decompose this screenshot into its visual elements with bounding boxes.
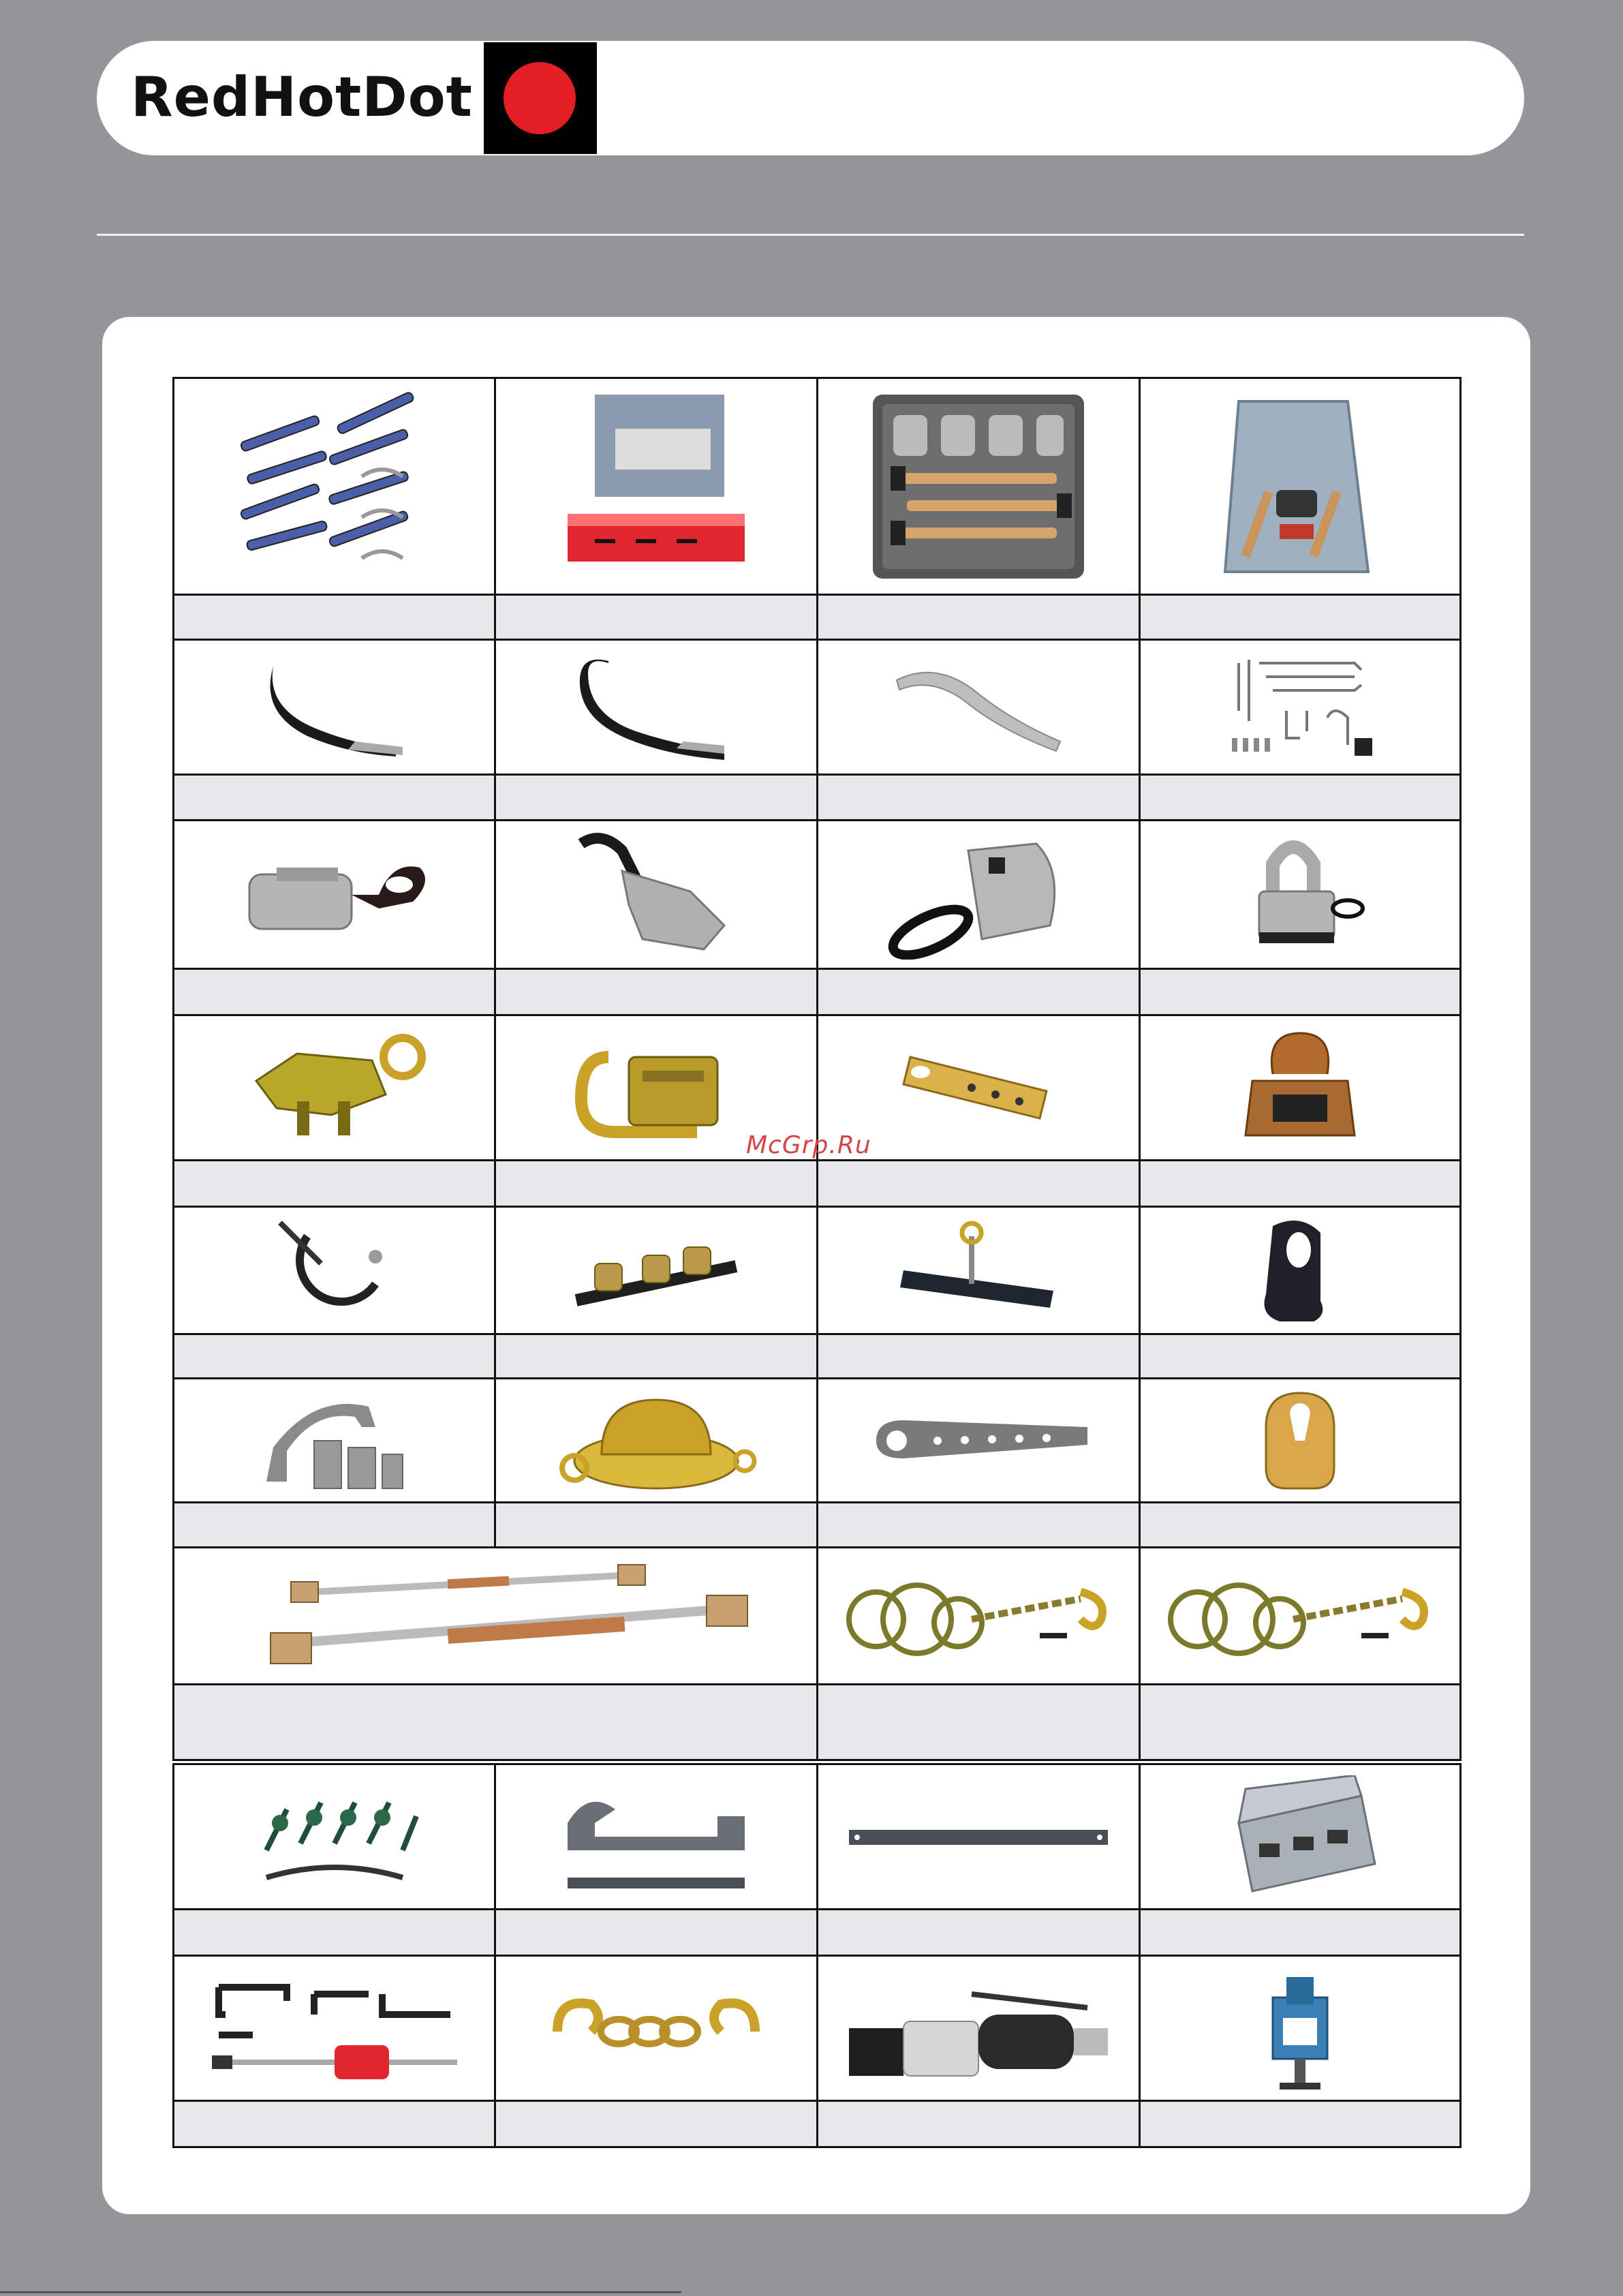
flat-bar-icon (842, 1816, 1115, 1857)
pull-bar-eye-icon (890, 1216, 1067, 1325)
product-caption (1139, 1159, 1462, 1208)
product-caption (1139, 594, 1462, 641)
hammer-dolly-kit-icon (1211, 388, 1389, 585)
product-caption (172, 968, 496, 1016)
product-caption (494, 968, 818, 1016)
product-caption (816, 1333, 1141, 1379)
product-caption (172, 1683, 818, 1761)
sheet-clamp-icon (880, 830, 1077, 960)
product-caption (494, 1333, 818, 1379)
product-caption (816, 968, 1141, 1016)
product-caption (1139, 1908, 1462, 1957)
product-image-self-tightening-clamp (1139, 1014, 1462, 1161)
product-image-keyhole-plate (1139, 1377, 1462, 1503)
product-caption (172, 1501, 496, 1548)
product-image-box-clamp (172, 1014, 496, 1161)
pull-hook-set-icon (246, 1386, 423, 1495)
tool-case-icon (1218, 1775, 1382, 1898)
keyhole-plate-icon (1246, 1386, 1355, 1495)
product-caption (816, 1908, 1141, 1957)
product-image-mini-clamp (1139, 819, 1462, 970)
body-hammer-case-icon (866, 388, 1091, 585)
product-image-hammer-case (816, 377, 1141, 596)
product-caption (1139, 1333, 1462, 1379)
slide-hammer-icon (198, 1967, 471, 2090)
watermark-text: McGrp.Ru (746, 1131, 871, 1159)
pull-clamp-icon (236, 840, 433, 949)
product-caption (1139, 1501, 1462, 1548)
product-image-rotating-pull-clamp (494, 1377, 818, 1503)
product-caption (494, 1501, 818, 1548)
chain-hook-icon (1157, 1558, 1443, 1674)
product-image-pliers-set (172, 1763, 496, 1910)
multi-clamp-bar-icon (561, 1223, 752, 1318)
product-caption (1139, 968, 1462, 1016)
product-image-pull-clamp (172, 819, 496, 970)
header-divider (97, 234, 1524, 236)
product-image-chain-shortener (494, 1955, 818, 2102)
footer-divider (0, 2291, 681, 2293)
c-clamp-icon (266, 1216, 403, 1325)
product-image-tool-case (1139, 1763, 1462, 1910)
product-image-angled-clamp (494, 819, 818, 970)
product-image-chain-hook (816, 1546, 1141, 1685)
logo-dot-icon (504, 62, 576, 134)
chain-shortener-icon (544, 1977, 769, 2079)
pull-clamp-angled-icon (568, 830, 745, 960)
product-caption (172, 594, 496, 641)
pull-strap-icon (863, 1407, 1094, 1475)
product-image-dent-rods (1139, 639, 1462, 776)
product-caption (816, 1501, 1141, 1548)
product-image-slide-hammer (172, 1955, 496, 2102)
product-image-pull-bar-eye (816, 1206, 1141, 1335)
product-image-locking-pliers (172, 377, 496, 596)
hook-bar-icon (554, 1775, 758, 1898)
chain-hook-icon (835, 1558, 1122, 1674)
header-bar (97, 41, 1524, 155)
product-caption (172, 2100, 496, 2148)
product-caption (1139, 774, 1462, 821)
push-pull-bar-icon (223, 1555, 768, 1677)
product-caption (494, 594, 818, 641)
product-image-hook-plate (1139, 1206, 1462, 1335)
product-caption (494, 1159, 818, 1208)
product-image-c-clamp (172, 1206, 496, 1335)
product-image-flat-spoon (816, 639, 1141, 776)
product-caption (172, 1159, 496, 1208)
product-caption (816, 774, 1141, 821)
product-image-pull-strap (816, 1377, 1141, 1503)
product-image-chain-hook (1139, 1546, 1462, 1685)
locking-pliers-set-icon (226, 388, 444, 585)
hooked-body-spoon-icon (568, 653, 745, 762)
brand-name: RedHotDot (131, 65, 473, 129)
product-image-sheet-clamp (816, 819, 1141, 970)
box-clamp-icon (236, 1026, 433, 1149)
product-image-pull-hook-set (172, 1377, 496, 1503)
body-spoon-icon (253, 653, 416, 762)
product-grid (172, 377, 1462, 2146)
product-caption (816, 1683, 1141, 1761)
dent-rod-set-icon (1218, 649, 1382, 765)
self-tightening-clamp-icon (1232, 1020, 1368, 1156)
product-image-contour-gauge (494, 377, 818, 596)
pull-plate-icon (890, 1037, 1067, 1139)
product-image-body-spoon (172, 639, 496, 776)
product-caption (172, 1333, 496, 1379)
product-image-air-punch (816, 1955, 1141, 2102)
pliers-set-icon (239, 1775, 430, 1898)
product-caption (494, 774, 818, 821)
product-caption (816, 1159, 1141, 1208)
logo-box (484, 42, 597, 154)
vise-clamp-icon (1246, 1963, 1355, 2093)
contour-gauge-icon (547, 388, 765, 585)
rotating-pull-clamp-icon (540, 1386, 772, 1495)
product-caption (172, 774, 496, 821)
product-caption (494, 2100, 818, 2148)
product-image-flat-bar (816, 1763, 1141, 1910)
product-image-multi-clamp-bar (494, 1206, 818, 1335)
air-punch-icon (835, 1967, 1122, 2090)
flat-spoon-icon (883, 653, 1074, 762)
product-caption (816, 2100, 1141, 2148)
product-image-hooked-spoon (494, 639, 818, 776)
wide-jaw-clamp-icon (568, 1030, 745, 1146)
hook-plate-icon (1246, 1212, 1355, 1328)
product-caption (1139, 2100, 1462, 2148)
product-caption (494, 1908, 818, 1957)
product-caption (1139, 1683, 1462, 1761)
product-caption (816, 594, 1141, 641)
product-caption (172, 1908, 496, 1957)
product-image-push-pull-bar (172, 1546, 818, 1685)
product-image-hammer-dolly-kit (1139, 377, 1462, 596)
mini-clamp-icon (1232, 830, 1368, 960)
product-image-vise-clamp (1139, 1955, 1462, 2102)
product-image-hook-bar (494, 1763, 818, 1910)
